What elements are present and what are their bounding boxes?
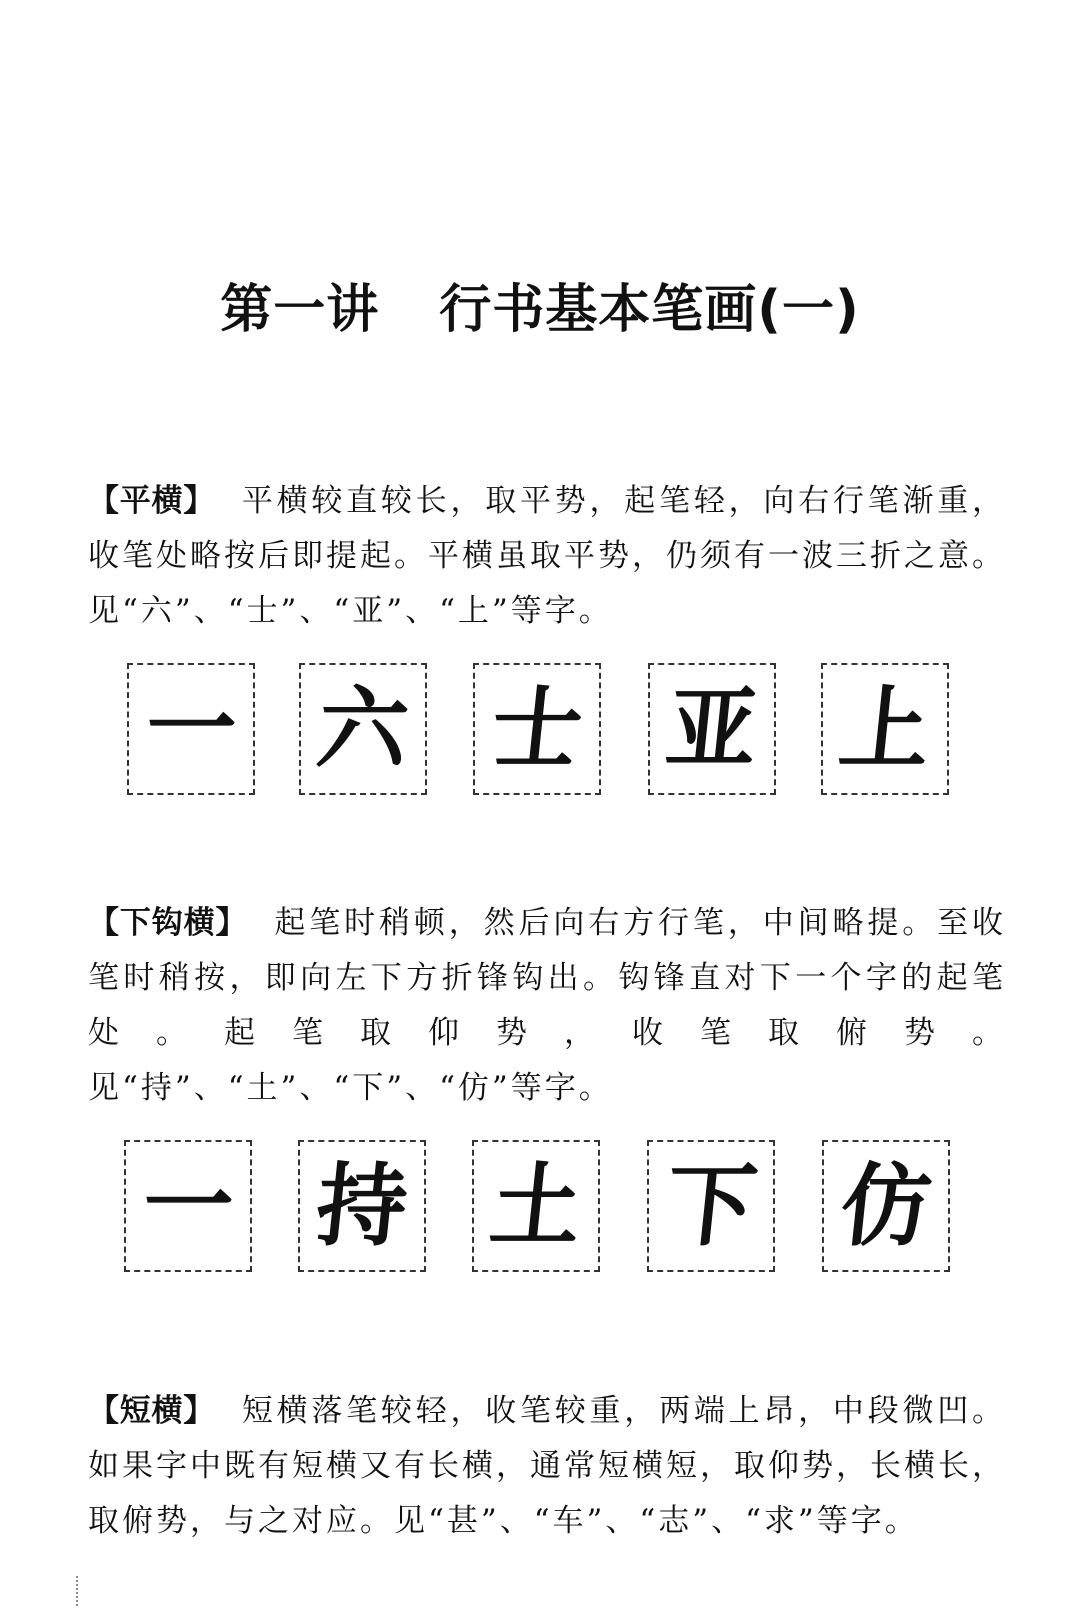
section-term: 【平横】 <box>88 483 216 519</box>
example-character-box <box>647 1140 775 1272</box>
example-character: 仿 <box>835 1153 937 1259</box>
example-character-box <box>472 1140 600 1272</box>
example-character-box <box>299 663 427 795</box>
section-paragraph <box>88 474 1006 639</box>
example-character: 上 <box>834 676 936 782</box>
example-character: 亚 <box>661 676 763 782</box>
section-paragraph <box>88 896 1006 1116</box>
section-description: 平横较直较长，取平势，起笔轻，向右行笔渐重，收笔处略按后即提起。平横虽取平势，仍须有一波三折之意。见“六”、“士”、“亚”、“上”等字。 <box>88 483 1006 629</box>
example-character: 六 <box>312 676 414 782</box>
example-character: 持 <box>311 1153 413 1259</box>
scan-mark <box>76 1576 81 1606</box>
page-title <box>0 278 1080 342</box>
section-term: 【短横】 <box>88 1393 216 1429</box>
example-character-box <box>298 1140 426 1272</box>
example-character-box <box>127 663 255 795</box>
section-paragraph <box>88 1384 1006 1549</box>
example-character-box <box>648 663 776 795</box>
example-character-box <box>124 1140 252 1272</box>
example-character: 士 <box>486 676 588 782</box>
example-character: 下 <box>660 1153 762 1259</box>
section-hook-horizontal <box>88 896 1006 1116</box>
section-term: 【下钩横】 <box>88 905 248 941</box>
example-character: 土 <box>485 1153 587 1259</box>
example-character-box <box>822 1140 950 1272</box>
lecture-topic: 行书基本笔画(一) <box>439 280 860 340</box>
section-short-horizontal <box>88 1384 1006 1549</box>
example-characters-row <box>0 1140 1080 1278</box>
example-characters-row <box>0 663 1080 801</box>
example-character: 一 <box>140 676 242 782</box>
example-character: 一 <box>137 1153 239 1259</box>
section-description: 短横落笔较轻，收笔较重，两端上昂，中段微凹。如果字中既有短横又有长横，通常短横短，取仰势，长横长，取俯势，与之对应。见“甚”、“车”、“志”、“求”等字。 <box>88 1393 1006 1539</box>
section-description: 起笔时稍顿，然后向右方行笔，中间略提。至收笔时稍按，即向左下方折锋钩出。钩锋直对下一个字的起笔处。起笔取仰势，收笔取俯势。见“持”、“土”、“下”、“仿”等字。 <box>88 905 1007 1106</box>
example-character-box <box>821 663 949 795</box>
lecture-number: 第一讲 <box>220 280 380 340</box>
section-flat-horizontal <box>88 474 1006 639</box>
example-character-box <box>473 663 601 795</box>
